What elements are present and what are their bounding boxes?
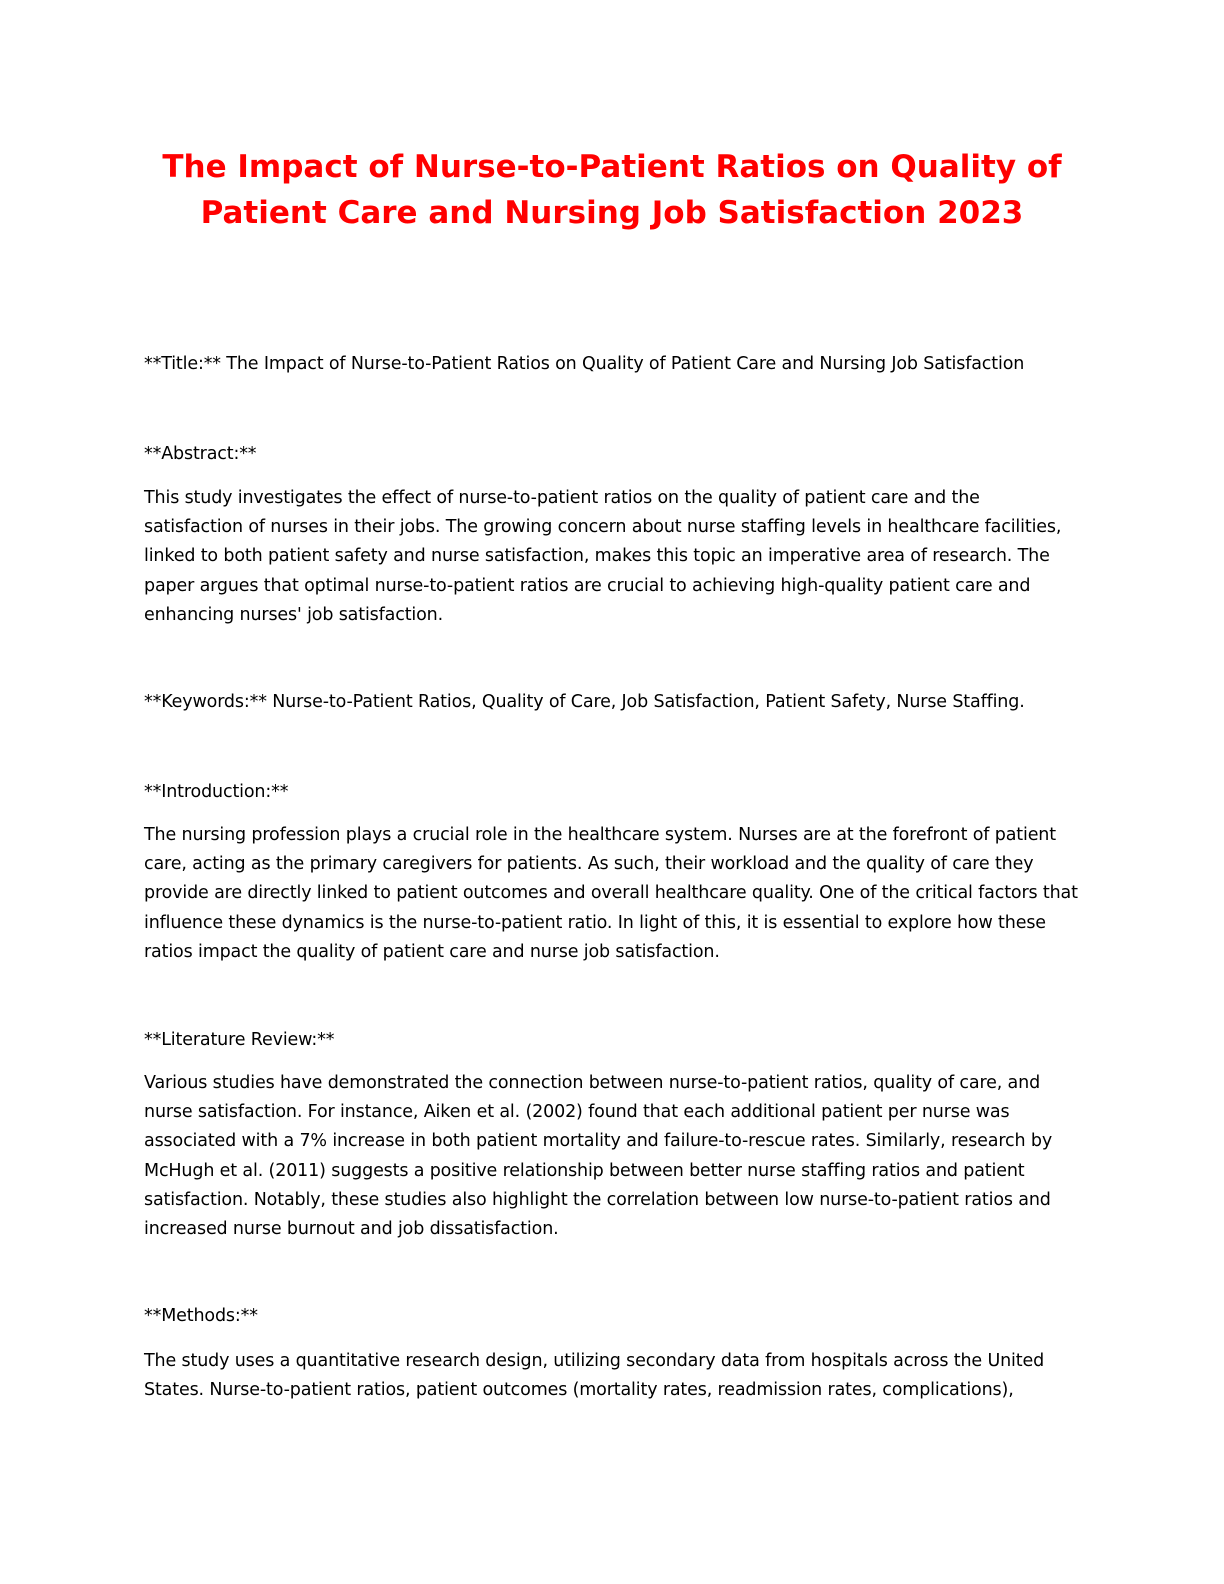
- literature-review-heading: **Literature Review:**: [144, 1030, 335, 1050]
- introduction-paragraph: The nursing profession plays a crucial role in the healthcare system. Nurses are at the forefront of patient care, acting as the primary caregivers for patients. As such, their workload and the quality of care they provide are directly linked to patient outcomes and overall healthcare quality. One of the critical factors that influence these dynamics is the nurse-to-patient ratio. In light of this, it is essential to explore how these ratios impact the quality of patient care and nurse job satisfaction.: [144, 825, 1078, 962]
- keywords-line: **Keywords:** Nurse-to-Patient Ratios, Quality of Care, Job Satisfaction, Patient Safety, Nurse Staffing.: [144, 692, 1025, 712]
- abstract-paragraph: This study investigates the effect of nurse-to-patient ratios on the quality of patient care and the satisfaction of nurses in their jobs. The growing concern about nurse staffing levels in healthcare facilities, linked to both patient safety and nurse satisfaction, makes this topic an imperative area of research. The paper argues that optimal nurse-to-patient ratios are crucial to achieving high-quality patient care and enhancing nurses' job satisfaction.: [144, 488, 1062, 625]
- literature-review-paragraph: Various studies have demonstrated the connection between nurse-to-patient ratios, quality of care, and nurse satisfaction. For instance, Aiken et al. (2002) found that each additional patient per nurse was associated with a 7% increase in both patient mortality and failure-to-rescue rates. Similarly, research by McHugh et al. (2011) suggests a positive relationship between better nurse staffing ratios and patient satisfaction. Notably, these studies also highlight the correlation between low nurse-to-patient ratios and increased nurse burnout and job dissatisfaction.: [144, 1073, 1053, 1240]
- methods-paragraph: The study uses a quantitative research design, utilizing secondary data from hospitals across the United States. Nurse-to-patient ratios, patient outcomes (mortality rates, readmission rates, complications),: [144, 1351, 1045, 1401]
- document-title: The Impact of Nurse-to-Patient Ratios on Quality of Patient Care and Nursing Job Satisfaction 2023: [162, 149, 1062, 231]
- title-line: **Title:** The Impact of Nurse-to-Patient Ratios on Quality of Patient Care and Nursing Job Satisfaction: [144, 354, 1025, 374]
- introduction-heading: **Introduction:**: [144, 782, 289, 802]
- abstract-heading: **Abstract:**: [144, 444, 257, 464]
- methods-heading: **Methods:**: [144, 1306, 258, 1326]
